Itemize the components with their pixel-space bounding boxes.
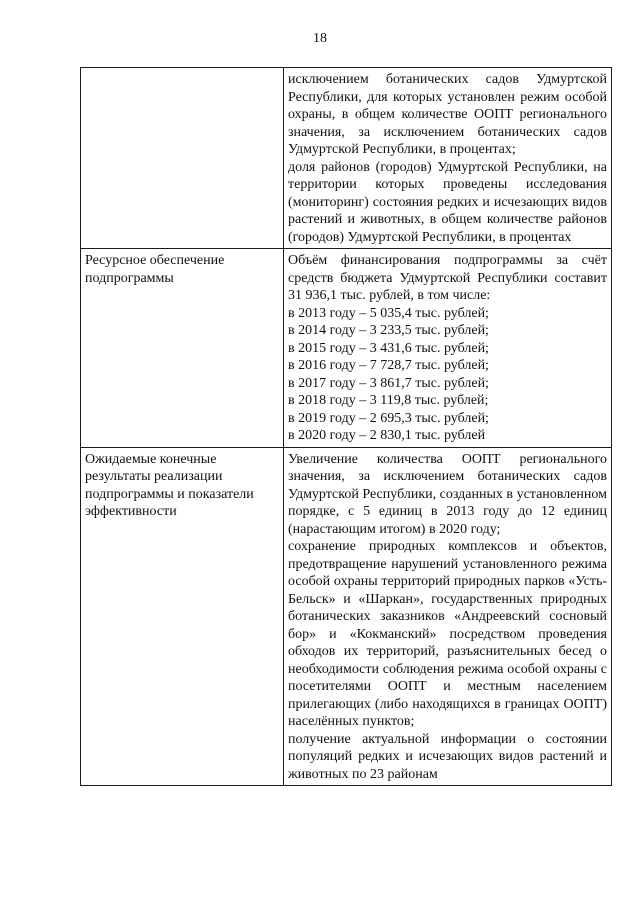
funding-year-line: в 2013 году – 5 035,4 тыс. рублей; bbox=[288, 305, 489, 321]
expected-results-content bbox=[284, 447, 612, 786]
row-label-empty bbox=[81, 68, 284, 249]
funding-content bbox=[284, 249, 612, 448]
subprogram-passport-table bbox=[80, 67, 612, 786]
result-paragraph: сохранение природных комплексов и объектов, предотвращение нарушений установленного режима особой охраны территорий природных парков «Усть-Бельск» и «Шаркан», государственных природных ботанических заказников «Андреевский сосновый бор» и «Кокманский» посредством проведения обходов их территорий, разъяснительных бесед о необходимости соблюдения режима особой охраны с посетителями ООПТ и местным населением прилегающих (либо находящихся в границах ООПТ) населённых пунктов; bbox=[288, 539, 607, 729]
result-paragraph: получение актуальной информации о состоянии популяций редких и исчезающих видов растений и животных по 23 районам bbox=[288, 731, 607, 782]
row-label-expected-results: Ожидаемые конечные результаты реализации подпрограммы и показатели эффективности bbox=[81, 447, 284, 786]
table-row-expected-results bbox=[81, 447, 612, 786]
table-row-indicators-continued bbox=[81, 68, 612, 249]
funding-year-line: в 2018 году – 3 119,8 тыс. рублей; bbox=[288, 393, 489, 408]
indicators-content bbox=[284, 68, 612, 249]
funding-intro: Объём финансирования подпрограммы за счёт средств бюджета Удмуртской Республики составит 31 936,1 тыс. рублей, в том числе: bbox=[288, 253, 607, 303]
funding-year-line: в 2017 году – 3 861,7 тыс. рублей; bbox=[288, 375, 489, 391]
indicator-paragraph: исключением ботанических садов Удмуртской Республики, для которых установлен режим особой охраны, в общем количестве ООПТ регионального значения, за исключением ботанических садов Удмуртской Республики, в процентах; bbox=[288, 72, 607, 157]
table-row-resource-provision bbox=[81, 249, 612, 448]
indicator-paragraph: доля районов (городов) Удмуртской Республики, на территории которых проведены исследования (мониторинг) состояния редких и исчезающих видов растений и животных, в общем количестве районов (городов) Удмуртской Республики, в процентах bbox=[288, 159, 607, 245]
row-label-resource-provision: Ресурсное обеспечение подпрограммы bbox=[81, 249, 284, 448]
funding-year-line: в 2016 году – 7 728,7 тыс. рублей; bbox=[288, 358, 489, 373]
result-paragraph: Увеличение количества ООПТ регионального значения, за исключением ботанических садов Удмуртской Республики, созданных в установленном порядке, с 5 единиц в 2013 году до 12 единиц (нарастающим итогом) в 2020 году; bbox=[288, 451, 607, 537]
funding-year-line: в 2014 году – 3 233,5 тыс. рублей; bbox=[288, 323, 489, 338]
funding-year-line: в 2020 году – 2 830,1 тыс. рублей bbox=[288, 428, 486, 443]
page-number: 18 bbox=[313, 31, 327, 46]
funding-year-line: в 2019 году – 2 695,3 тыс. рублей; bbox=[288, 410, 489, 426]
funding-year-line: в 2015 году – 3 431,6 тыс. рублей; bbox=[288, 340, 489, 356]
